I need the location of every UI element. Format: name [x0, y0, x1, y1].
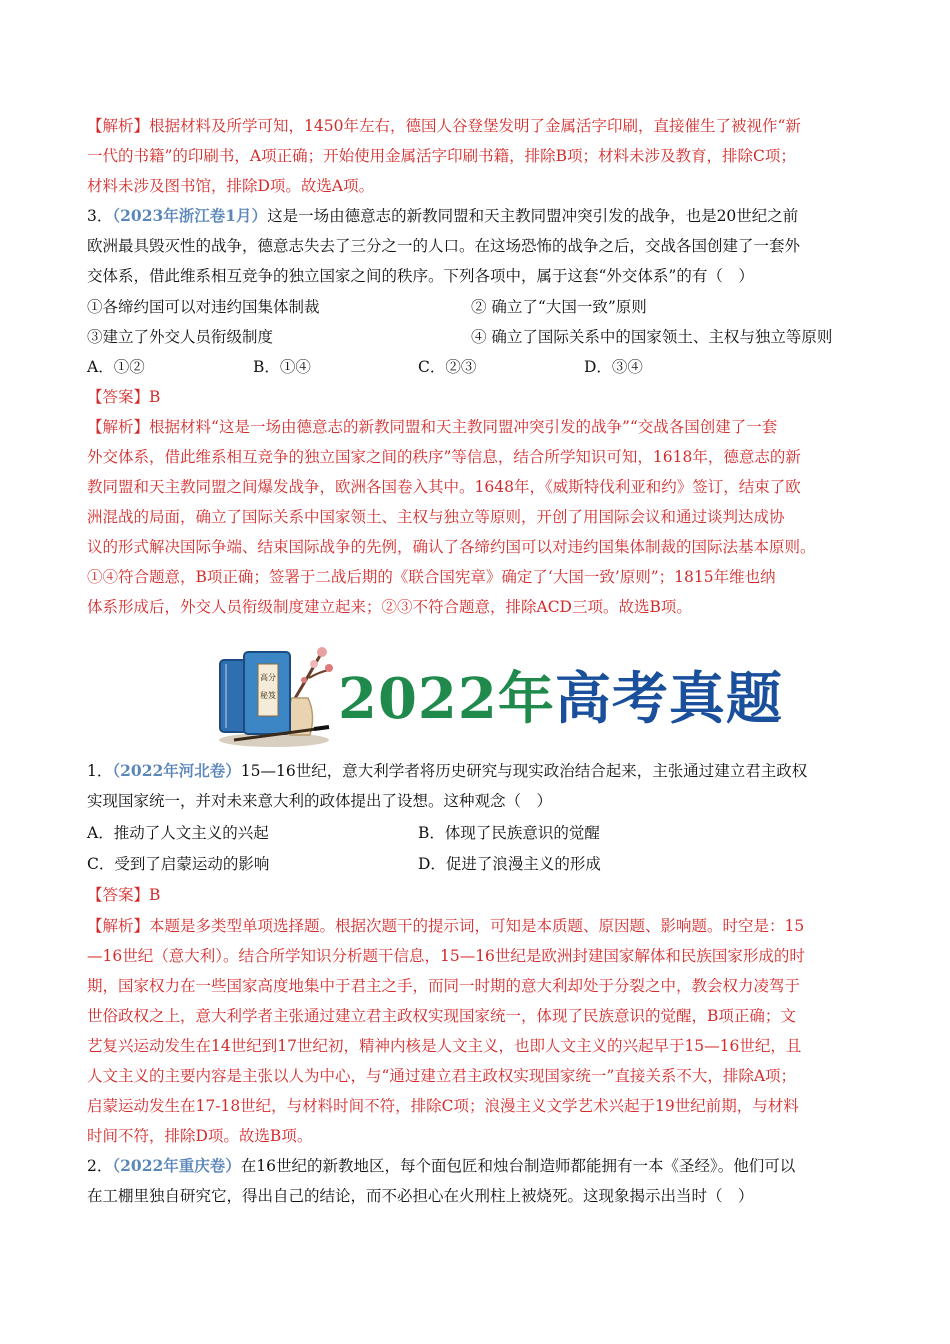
option-a: A．推动了人文主义的兴起 — [87, 824, 269, 842]
answer-tag: 【答案】 — [87, 886, 150, 904]
answer-tag: 【答案】 — [87, 388, 150, 406]
banner-text: 高考真题 — [554, 666, 783, 732]
question-number: 2． — [87, 1157, 113, 1175]
analysis-line: ①④符合题意，B项正确；签署于二战后期的《联合国宪章》确定了‘大国一致’原则”；1815年维也纳 — [87, 568, 776, 586]
option-b: B．①④ — [253, 358, 311, 376]
analysis-line: 议的形式解决国际争端、结束国际战争的先例，确认了各缔约国可以对违约国集体制裁的国际法基本原则。 — [87, 538, 816, 556]
banner-year: 2022年 — [338, 666, 555, 732]
question-source: （2022年重庆卷） — [112, 1156, 241, 1175]
question-stem-line: 在工棚里独自研究它，得出自己的结论，而不必担心在火刑柱上被烧死。这现象揭示出当时（ ） — [87, 1187, 754, 1205]
question-3-stem: 3．（2023年浙江卷1月）这是一场由德意志的新教同盟和天主教同盟冲突引发的战争，也是20世纪之前 — [87, 206, 799, 225]
question-source: （2023年浙江卷1月） — [112, 206, 268, 225]
analysis-line: 【解析】本题是多类型单项选择题。根据次题干的提示词，可知是本质题、原因题、影响题。时空是：15 — [87, 917, 805, 935]
question-stem-line: 交体系，借此维系相互竞争的独立国家之间的秩序。下列各项中，属于这套“外交体系”的有（ ） — [87, 267, 754, 285]
option-c: C．受到了启蒙运动的影响 — [87, 855, 270, 873]
question-1-stem: 1．（2022年河北卷）15—16世纪，意大利学者将历史研究与现实政治结合起来，主张通过建立君主政权 — [87, 761, 808, 780]
question-source: （2022年河北卷） — [112, 761, 241, 780]
analysis-line: —16世纪（意大利）。结合所学知识分析题干信息，15—16世纪是欧洲封建国家解体和民族国家形成的时 — [87, 947, 805, 965]
answer-line — [87, 387, 160, 407]
question-stem-line: 实现国家统一，并对未来意大利的政体提出了设想。这种观念（ ） — [87, 792, 553, 810]
books-icon — [214, 640, 339, 750]
answer-line — [87, 885, 160, 905]
analysis-tag: 【解析】 — [87, 917, 150, 935]
analysis-line: 【解析】根据材料“这是一场由德意志的新教同盟和天主教同盟冲突引发的战争”“交战各国创建了一套 — [87, 418, 778, 436]
statement-item: ③建立了外交人员衔级制度 — [87, 328, 274, 346]
option-d: D．促进了浪漫主义的形成 — [418, 855, 601, 873]
statement-item: ④ 确立了国际关系中的国家领土、主权与独立等原则 — [471, 328, 833, 346]
book-label-char: 秘笈 — [260, 691, 276, 700]
analysis-line: 艺复兴运动发生在14世纪到17世纪初，精神内核是人文主义，也即人文主义的兴起早于15—16世纪，且 — [87, 1037, 802, 1055]
analysis-line: 材料未涉及图书馆，排除D项。故选A项。 — [87, 177, 375, 195]
answer-value: B — [149, 388, 161, 406]
analysis-line: 世俗政权之上，意大利学者主张通过建立君主政权实现国家统一，体现了民族意识的觉醒，B项正确；文 — [87, 1007, 796, 1025]
question-number: 1． — [87, 762, 113, 780]
analysis-line: 外交体系，借此维系相互竞争的独立国家之间的秩序”等信息，结合所学知识可知，1618年，德意志的新 — [87, 448, 801, 466]
statement-item: ② 确立了“大国一致”原则 — [471, 298, 647, 316]
analysis-tag: 【解析】 — [87, 117, 150, 135]
question-stem-line: 欧洲最具毁灭性的战争，德意志失去了三分之一的人口。在这场恐怖的战争之后，交战各国创建了一套外 — [87, 237, 801, 255]
option-c: C．②③ — [418, 358, 477, 376]
analysis-tag: 【解析】 — [87, 418, 150, 436]
option-b: B．体现了民族意识的觉醒 — [418, 824, 600, 842]
analysis-line: 教同盟和天主教同盟之间爆发战争，欧洲各国卷入其中。1648年，《威斯特伐利亚和约》签订，结束了欧 — [87, 478, 801, 496]
analysis-line: 体系形成后，外交人员衔级制度建立起来；②③不符合题意，排除ACD三项。故选B项。 — [87, 598, 692, 616]
answer-value: B — [149, 886, 161, 904]
analysis-line: 期，国家权力在一些国家高度地集中于君主之手，而同一时期的意大利却处于分裂之中，教会权力凌驾于 — [87, 977, 801, 995]
option-d: D．③④ — [584, 358, 643, 376]
question-2-stem: 2．（2022年重庆卷）在16世纪的新教地区，每个面包匠和烛台制造师都能拥有一本《圣经》。他们可以 — [87, 1156, 796, 1175]
statement-item: ①各缔约国可以对违约国集体制裁 — [87, 298, 320, 316]
analysis-line: 启蒙运动发生在17-18世纪，与材料时间不符，排除C项；浪漫主义文学艺术兴起于19世纪前期，与材料 — [87, 1097, 799, 1115]
question-number: 3． — [87, 207, 113, 225]
analysis-line: 人文主义的主要内容是主张以人为中心，与“通过建立君主政权实现国家统一”直接关系不大，排除A项； — [87, 1067, 797, 1085]
analysis-line: 洲混战的局面，确立了国际关系中国家领土、主权与独立等原则，开创了用国际会议和通过谈判达成协 — [87, 508, 785, 526]
analysis-line: 一代的书籍”的印刷书，A项正确；开始使用金属活字印刷书籍，排除B项；材料未涉及教育，排除C项； — [87, 147, 796, 165]
book-label-char: 高分 — [260, 673, 276, 682]
analysis-line: 【解析】根据材料及所学可知，1450年左右，德国人谷登堡发明了金属活字印刷，直接催生了被视作“新 — [87, 117, 801, 135]
banner-title — [338, 667, 783, 731]
option-a: A．①② — [87, 358, 145, 376]
analysis-line: 时间不符，排除D项。故选B项。 — [87, 1127, 313, 1145]
